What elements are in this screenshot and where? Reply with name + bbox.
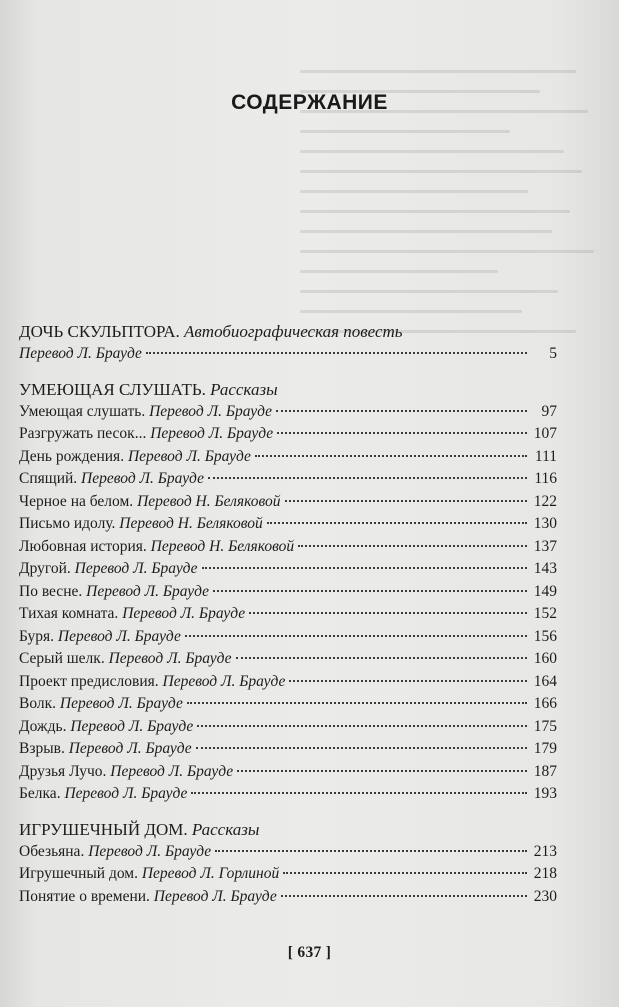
entry-page-number: 156: [533, 627, 557, 645]
entry-translator: Перевод Л. Брауде: [122, 605, 246, 622]
entry-title: Белка.: [19, 785, 61, 802]
section-heading: [19, 379, 557, 401]
dot-leader: [197, 725, 527, 727]
entry-page-number: 179: [533, 740, 557, 757]
entry-translator: Перевод Л. Брауде: [153, 887, 277, 905]
section-title: ИГРУШЕЧНЫЙ ДОМ.: [19, 819, 188, 839]
entry-title: Дождь.: [19, 717, 67, 735]
toc-entry[interactable]: [19, 761, 557, 784]
entry-page-number: 143: [533, 560, 557, 577]
entry-page-number: 152: [533, 605, 557, 622]
entry-translator: Перевод Н. Беляковой: [119, 515, 263, 532]
entry-page-number: 166: [533, 695, 557, 712]
toc-entry[interactable]: [19, 648, 557, 671]
entry-title: Буря.: [19, 627, 55, 645]
section-genre: Автобиографическая повесть: [184, 322, 403, 341]
entry-translator: Перевод Л. Брауде: [162, 672, 286, 690]
entry-title: Игрушечный дом.: [19, 865, 138, 882]
dot-leader: [255, 455, 527, 457]
dot-leader: [208, 477, 527, 479]
dot-leader: [237, 770, 527, 772]
toc-entry[interactable]: [19, 423, 557, 446]
dot-leader: [185, 635, 527, 637]
toc-entry[interactable]: [19, 491, 557, 514]
entry-translator: Перевод Л. Брауде: [19, 345, 142, 362]
toc-entry[interactable]: [19, 581, 557, 604]
entry-title: Умеющая слушать.: [19, 402, 146, 420]
toc-entry[interactable]: [19, 558, 557, 581]
entry-page-number: 187: [533, 762, 557, 780]
toc-entry[interactable]: [19, 783, 557, 806]
section-title: ДОЧЬ СКУЛЬПТОРА.: [19, 322, 180, 341]
entry-translator: Перевод Л. Брауде: [149, 402, 272, 420]
entry-title: Разгружать песок...: [19, 425, 147, 442]
toc-entry[interactable]: [19, 626, 557, 649]
toc-entry[interactable]: [19, 716, 557, 739]
section-genre: Рассказы: [210, 379, 278, 399]
entry-title: Другой.: [19, 560, 71, 577]
toc-entry[interactable]: [19, 536, 557, 559]
section-genre: Рассказы: [191, 819, 260, 839]
dot-leader: [277, 432, 527, 434]
page-title: СОДЕРЖАНИЕ: [231, 91, 388, 114]
entry-page-number: 5: [549, 345, 557, 362]
entry-page-number: 175: [533, 717, 557, 735]
entry-translator: Перевод Л. Брауде: [108, 650, 232, 667]
toc-entry[interactable]: [19, 738, 557, 761]
entry-page-number: 149: [533, 582, 557, 600]
entry-translator: Перевод Л. Брауде: [68, 740, 192, 757]
entry-title: Серый шелк.: [19, 650, 105, 667]
toc-entry[interactable]: [19, 603, 557, 626]
dot-leader: [213, 590, 527, 592]
toc-section: [19, 819, 557, 909]
section-title: УМЕЮЩАЯ СЛУШАТЬ.: [19, 379, 206, 399]
toc-entry[interactable]: [19, 468, 557, 491]
entry-page-number: 230: [533, 887, 557, 905]
entry-page-number: 130: [533, 515, 557, 532]
entry-translator: Перевод Л. Брауде: [59, 695, 183, 712]
entry-title: По весне.: [19, 582, 83, 600]
dot-leader: [196, 747, 527, 749]
entry-title: Взрыв.: [19, 740, 65, 757]
entry-title: Друзья Лучо.: [19, 762, 107, 780]
entry-translator: Перевод Л. Брауде: [86, 582, 210, 600]
entry-translator: Перевод Л. Брауде: [127, 447, 251, 465]
toc-entry[interactable]: [19, 343, 557, 366]
entry-title: Обезьяна.: [19, 842, 85, 860]
toc-entry[interactable]: [19, 513, 557, 536]
toc-entry[interactable]: [19, 446, 557, 469]
entry-translator: Перевод Н. Беляковой: [150, 537, 295, 555]
toc-entry[interactable]: [19, 693, 557, 716]
dot-leader: [215, 850, 527, 852]
entry-page-number: 97: [541, 402, 557, 420]
entry-translator: Перевод Н. Беляковой: [137, 492, 281, 510]
toc-section: [19, 321, 557, 366]
toc-entry[interactable]: [19, 841, 557, 864]
dot-leader: [276, 410, 527, 412]
dot-leader: [249, 612, 527, 614]
dot-leader: [191, 792, 527, 794]
dot-leader: [202, 567, 527, 569]
entry-title: Любовная история.: [19, 537, 147, 555]
dot-leader: [187, 702, 527, 704]
toc-section: [19, 379, 557, 806]
entry-title: Понятие о времени.: [19, 887, 150, 905]
entry-title: Проект предисловия.: [19, 672, 159, 690]
toc-entry[interactable]: [19, 671, 557, 694]
entry-page-number: 213: [533, 842, 557, 860]
entry-page-number: 218: [533, 865, 557, 882]
toc-entry[interactable]: [19, 401, 557, 424]
section-heading: [19, 819, 557, 841]
dot-leader: [281, 895, 527, 897]
table-of-contents: [19, 321, 557, 908]
dot-leader: [289, 680, 527, 682]
entry-page-number: 193: [533, 785, 557, 802]
section-heading: [19, 321, 557, 343]
toc-entry[interactable]: [19, 886, 557, 909]
entry-translator: Перевод Л. Горлиной: [141, 865, 280, 882]
entry-page-number: 122: [533, 492, 557, 510]
entry-translator: Перевод Л. Брауде: [150, 425, 274, 442]
entry-translator: Перевод Л. Брауде: [57, 627, 181, 645]
dot-leader: [236, 657, 528, 659]
page-number-footer: [ 637 ]: [287, 944, 332, 961]
dot-leader: [285, 500, 527, 502]
dot-leader: [298, 545, 527, 547]
entry-page-number: 107: [533, 425, 557, 442]
entry-translator: Перевод Л. Брауде: [110, 762, 234, 780]
entry-page-number: 160: [533, 650, 557, 667]
dot-leader: [267, 522, 527, 524]
entry-title: Письмо идолу.: [19, 515, 116, 532]
toc-entry[interactable]: [19, 863, 557, 886]
entry-title: Спящий.: [19, 470, 78, 487]
dot-leader: [283, 872, 527, 874]
entry-translator: Перевод Л. Брауде: [88, 842, 212, 860]
entry-page-number: 111: [534, 447, 557, 465]
entry-translator: Перевод Л. Брауде: [64, 785, 188, 802]
entry-page-number: 164: [533, 672, 557, 690]
entry-title: Черное на белом.: [19, 492, 134, 510]
dot-leader: [146, 352, 527, 354]
entry-translator: Перевод Л. Брауде: [74, 560, 198, 577]
entry-title: Волк.: [19, 695, 57, 712]
entry-translator: Перевод Л. Брауде: [81, 470, 204, 487]
entry-title: День рождения.: [19, 447, 125, 465]
entry-page-number: 137: [533, 537, 557, 555]
entry-page-number: 116: [534, 470, 557, 487]
entry-translator: Перевод Л. Брауде: [70, 717, 194, 735]
entry-title: Тихая комната.: [19, 605, 119, 622]
